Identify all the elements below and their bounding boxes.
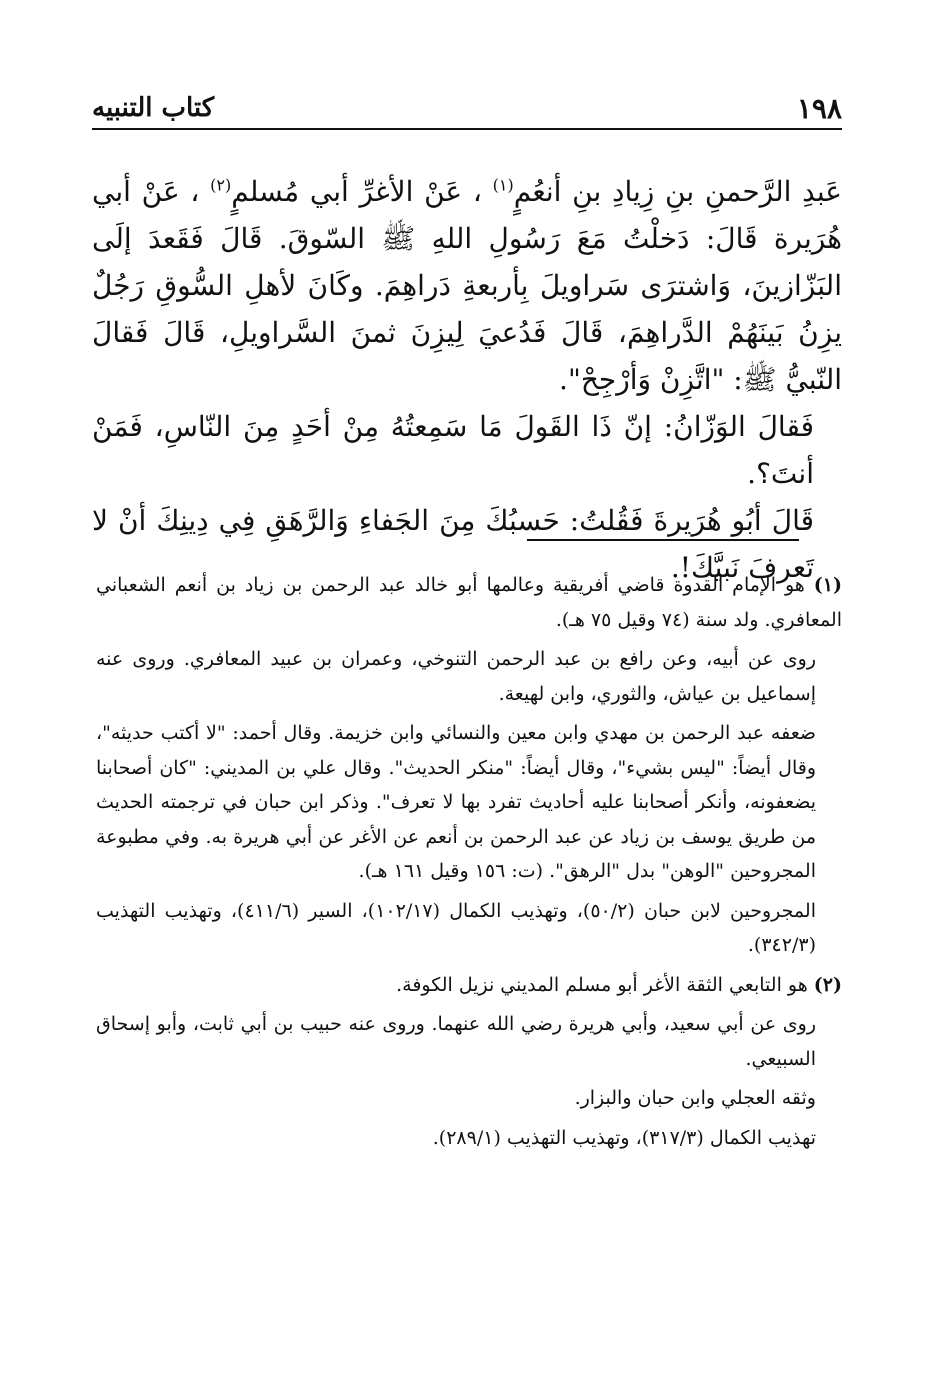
footnotes (96, 568, 842, 1160)
footnote-paragraph: ضعفه عبد الرحمن بن مهدي وابن معين والنسائي وابن خزيمة. وقال أحمد: "لا أكتب حديثه"، وقال أيضاً: "ليس بشيء"، وقال أيضاً: "منكر الحديث". وقال علي بن المديني: "كان أصحابنا يضعفونه، وأنكر أصحابنا عليه أحاديث تفرد بها لا تعرف". وذكر ابن حبان في ترجمته الحديث من طريق يوسف بن زياد عن عبد الرحمن بن أنعم عن الأغر عن أبي هريرة به. وفي مطبوعة المجروحين "الوهن" بدل "الرهق". (ت: ١٥٦ وقيل ١٦١ هـ). (96, 722, 816, 882)
footnote-number: (٢) (813, 973, 842, 996)
footnote-text: هو التابعي الثقة الأغر أبو مسلم المديني نزيل الكوفة. (396, 973, 808, 996)
main-text-segment: ، عَنْ أبي هُرَيرة قَالَ: دَخلْتُ مَعَ رَسُولِ اللهِ ﷺ السّوقَ. قَالَ فَقَعدَ إلَى البَزّازينَ، وَاشترَى سَراويلَ بِأربعةِ دَراهِمَ. وكَانَ لأهلِ السُّوقِ رَجُلٌ يزِنُ بَينَهُمْ الدَّراهِمَ، قَالَ فَدُعيَ لِيزِنَ ثمنَ السَّراويلِ، قَالَ فَقالَ النّبيُّ ﷺ: "اتَّزِنْ وَأرْجِحْ". (92, 175, 842, 396)
footnote-paragraph: روى عن أبيه، وعن رافع بن عبد الرحمن التنوخي، وعمران بن عبيد المعافري. وروى عنه إسماعيل بن عياش، والثوري، وابن لهيعة. (96, 648, 816, 705)
footnote-ref-1: (١) (492, 175, 514, 195)
main-text-segment: ، عَنْ الأغرِّ أبي مُسلمٍ (231, 175, 482, 208)
footnote-paragraph: روى عن أبي سعيد، وأبي هريرة رضي الله عنهما. وروى عنه حبيب بن أبي ثابت، وأبو إسحاق السبيعي. (96, 1013, 816, 1070)
footnote-text: هو الإمام القدوة قاضي أفريقية وعالمها أبو خالد عبد الرحمن بن زياد بن أنعم الشعباني المعافري. ولد سنة (٧٤ وقيل ٧٥ هـ). (96, 574, 842, 631)
page-number: ١٩٨ (796, 91, 842, 125)
footnote-2 (96, 968, 842, 1003)
page-header (92, 88, 842, 130)
footnote-divider (527, 539, 799, 541)
footnote-ref-2: (٢) (210, 175, 232, 195)
main-text (92, 168, 842, 591)
main-paragraph: قَالَ أبُو هُرَيرةَ فَقُلتُ: حَسبُكَ مِنَ الجَفاءِ وَالرَّهَقِ فِي دِينِكَ أنْ لا تَعرفَ نَبيَّكَ!. (92, 504, 814, 584)
book-title: كتاب التنبيه (92, 93, 215, 123)
main-paragraph: فَقالَ الوَزّانُ: إنّ ذَا القَولَ مَا سَمِعتُهُ مِنْ أحَدٍ مِنَ النّاسِ، فَمَنْ أنتَ؟. (92, 410, 814, 490)
footnote-paragraph: المجروحين لابن حبان (٥٠/٢)، وتهذيب الكمال (١٠٢/١٧)، السير (٤١١/٦)، وتهذيب التهذيب (٣٤٢/٣). (96, 899, 816, 956)
footnote-paragraph: تهذيب الكمال (٣١٧/٣)، وتهذيب التهذيب (٢٨٩/١). (432, 1126, 816, 1149)
footnote-paragraph: وثقه العجلي وابن حبان والبزار. (574, 1087, 816, 1109)
main-paragraph (92, 168, 842, 403)
footnote-1 (96, 568, 842, 637)
footnote-number: (١) (813, 574, 842, 596)
main-text-segment: عَبدِ الرَّحمنِ بنِ زِيادِ بنِ أنعُمٍ (513, 175, 843, 208)
